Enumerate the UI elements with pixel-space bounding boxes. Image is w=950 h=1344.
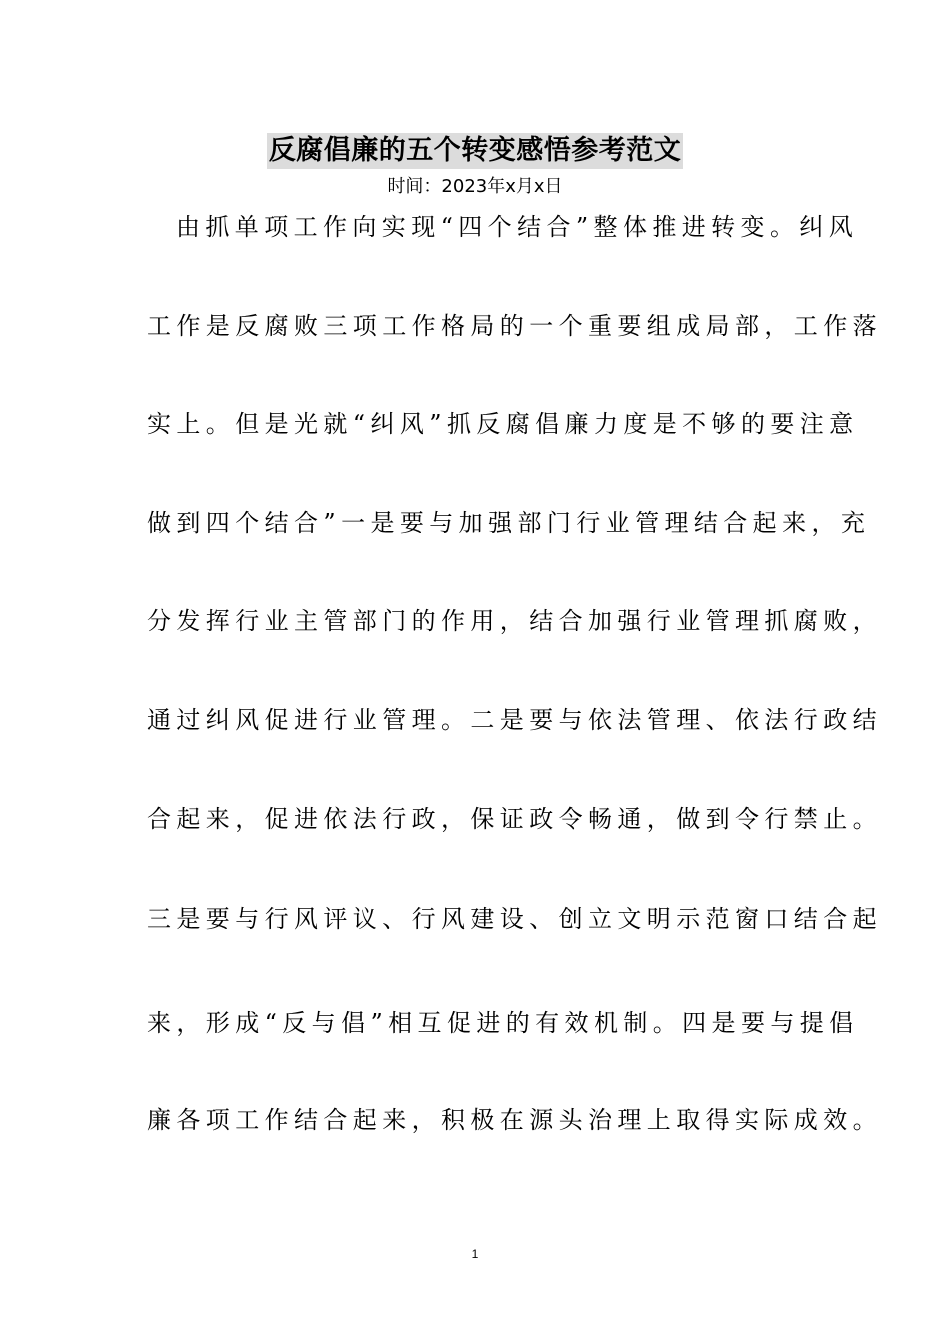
paragraph-line-5: 分发挥行业主管部门的作用，结合加强行业管理抓腐败， (147, 607, 882, 635)
page-number: 1 (471, 1247, 479, 1261)
paragraph-line-4: 做到四个结合”一是要与加强部门行业管理结合起来，充 (147, 509, 871, 537)
title-container (0, 133, 950, 169)
paragraph-line-8: 三是要与行风评议、行风建设、创立文明示范窗口结合起 (147, 905, 882, 933)
paragraph-line-1: 由抓单项工作向实现“四个结合”整体推进转变。纠风 (176, 213, 859, 241)
paragraph-line-6: 通过纠风促进行业管理。二是要与依法管理、依法行政结 (147, 706, 882, 734)
paragraph-line-7: 合起来，促进依法行政，保证政令畅通，做到令行禁止。 (147, 805, 882, 833)
date-line: 时间：2023年x月x日 (387, 176, 563, 197)
paragraph-line-2: 工作是反腐败三项工作格局的一个重要组成局部，工作落 (147, 312, 882, 340)
paragraph-line-10: 廉各项工作结合起来，积极在源头治理上取得实际成效。 (147, 1106, 882, 1134)
document-title: 反腐倡廉的五个转变感悟参考范文 (267, 133, 684, 169)
paragraph-line-9: 来，形成“反与倡”相互促进的有效机制。四是要与提倡 (147, 1009, 859, 1037)
paragraph-line-3: 实上。但是光就“纠风”抓反腐倡廉力度是不够的要注意 (147, 410, 859, 438)
